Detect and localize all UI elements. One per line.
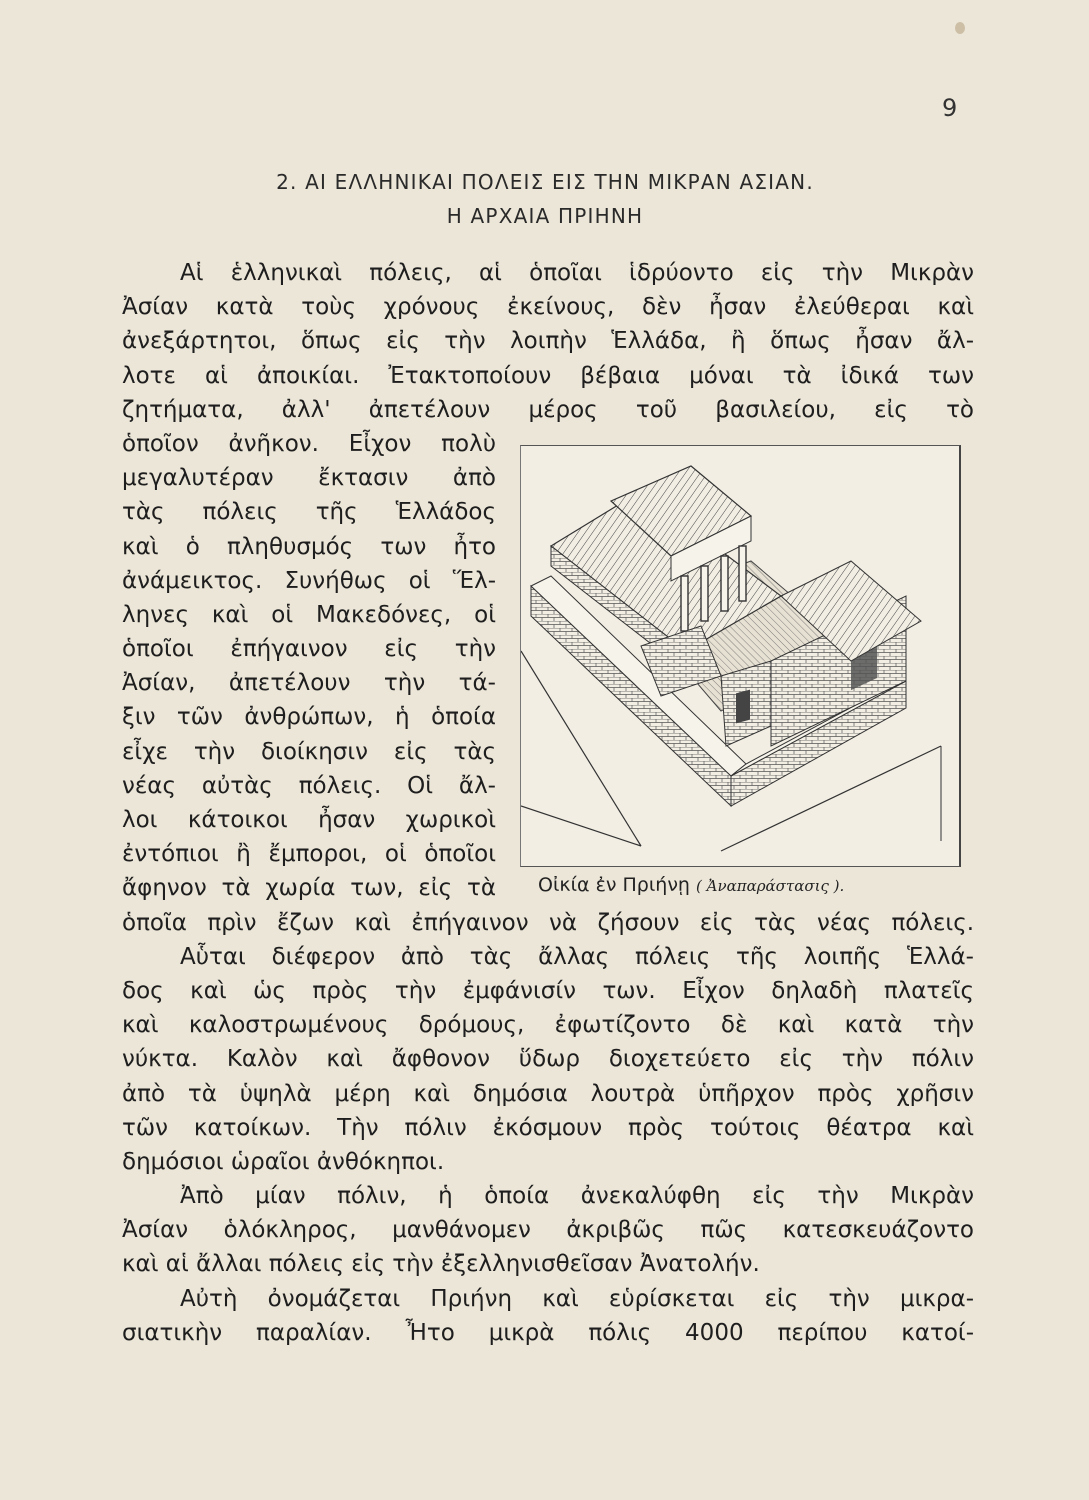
text-line: τὰς πόλεις τῆς Ἑλλάδος <box>122 499 496 526</box>
figure-caption <box>538 874 844 896</box>
text-line: νέας αὐτὰς πόλεις. Οἱ ἄλ- <box>122 772 496 799</box>
house-reconstruction-figure <box>520 445 961 867</box>
text-line: ζητήματα, ἀλλ' ἀπετέλουν μέρος τοῦ βασιλείου, εἰς τὸ <box>122 396 974 423</box>
text-line: σιατικὴν παραλίαν. Ἦτο μικρὰ πόλις 4000 περίπου κατοί- <box>122 1319 974 1346</box>
text-line: ἀπὸ τὰ ὑψηλὰ μέρη καὶ δημόσια λουτρὰ ὑπῆρχον πρὸς χρῆσιν <box>122 1080 974 1107</box>
text-line: ἐντόπιοι ἢ ἔμποροι, οἱ ὁποῖοι <box>122 841 496 868</box>
text-line: Αὐτὴ ὀνομάζεται Πριήνη καὶ εὑρίσκεται εἰς τὴν μικρα- <box>180 1285 974 1312</box>
text-line: ἄφηνον τὰ χωρία των, εἰς τὰ <box>122 875 496 902</box>
text-line: Ἀσίαν κατὰ τοὺς χρόνους ἐκείνους, δὲν ἦσαν ἐλεύθεραι καὶ <box>122 294 974 321</box>
house-drawing <box>521 446 959 866</box>
text-line: νύκτα. Καλὸν καὶ ἄφθονον ὕδωρ διοχετεύετο εἰς τὴν πόλιν <box>122 1046 974 1073</box>
text-line: Ἀσίαν, ἀπετέλουν τὴν τά- <box>122 670 496 697</box>
text-line: ὁποῖοι ἐπήγαινον εἰς τὴν <box>122 636 496 663</box>
page-number: 9 <box>942 94 958 122</box>
text-line: ληνες καὶ οἱ Μακεδόνες, οἱ <box>122 601 496 628</box>
text-line: ἀνεξάρτητοι, ὅπως εἰς τὴν λοιπὴν Ἑλλάδα, ἢ ὅπως ἦσαν ἄλ- <box>122 328 974 355</box>
text-line: ξιν τῶν ἀνθρώπων, ἡ ὁποία <box>122 704 496 731</box>
chapter-subheading: Η ΑΡΧΑΙΑ ΠΡΙΗΝΗ <box>446 204 644 228</box>
text-line: δος καὶ ὡς πρὸς τὴν ἐμφάνισίν των. Εἶχον δηλαδὴ πλατεῖς <box>122 977 974 1004</box>
text-line: καὶ αἱ ἄλλαι πόλεις εἰς τὴν ἐξελληνισθεῖσαν Ἀνατολήν. <box>122 1251 760 1278</box>
text-line: Ἀπὸ μίαν πόλιν, ἡ ὁποία ἀνεκαλύφθη εἰς τὴν Μικρὰν <box>180 1183 974 1210</box>
text-line: καὶ ὁ πληθυσμός των ἦτο <box>122 533 496 560</box>
text-line: μεγαλυτέραν ἔκτασιν ἀπὸ <box>122 465 496 492</box>
text-line: δημόσιοι ὡραῖοι ἀνθόκηποι. <box>122 1148 445 1175</box>
text-line: ὁποῖα πρὶν ἔζων καὶ ἐπήγαινον νὰ ζήσουν εἰς τὰς νέας πόλεις. <box>122 909 974 936</box>
chapter-heading: 2. ΑΙ ΕΛΛΗΝΙΚΑΙ ΠΟΛΕΙΣ ΕΙΣ ΤΗΝ ΜΙΚΡΑΝ ΑΣΙΑΝ. <box>276 170 814 194</box>
text-line: Ἀσίαν ὁλόκληρος, μανθάνομεν ἀκριβῶς πῶς κατεσκευάζοντο <box>122 1217 974 1244</box>
text-line: λοι κάτοικοι ἦσαν χωρικοὶ <box>122 807 496 833</box>
text-line: Αὗται διέφερον ἀπὸ τὰς ἄλλας πόλεις τῆς λοιπῆς Ἑλλά- <box>180 943 974 970</box>
caption-text: Οἰκία ἐν Πριήνῃ <box>538 874 690 896</box>
text-line: ὁποῖον ἀνῆκον. Εἶχον πολὺ <box>122 430 496 457</box>
text-line: καὶ καλοστρωμένους δρόμους, ἐφωτίζοντο δὲ καὶ κατὰ τὴν <box>122 1012 974 1039</box>
paper-spot <box>955 22 965 34</box>
text-line: τῶν κατοίκων. Τὴν πόλιν ἐκόσμουν πρὸς τούτοις θέατρα καὶ <box>122 1114 974 1141</box>
text-line: ἀνάμεικτος. Συνήθως οἱ Ἕλ- <box>122 567 496 594</box>
text-line: Αἱ ἑλληνικαὶ πόλεις, αἱ ὁποῖαι ἱδρύοντο εἰς τὴν Μικρὰν <box>180 260 974 286</box>
text-line: εἶχε τὴν διοίκησιν εἰς τὰς <box>122 738 496 765</box>
text-line: λοτε αἱ ἀποικίαι. Ἐτακτοποίουν βέβαια μόναι τὰ ἰδικά των <box>122 362 974 389</box>
caption-note: ( Ἀναπαράστασις ). <box>696 877 845 895</box>
